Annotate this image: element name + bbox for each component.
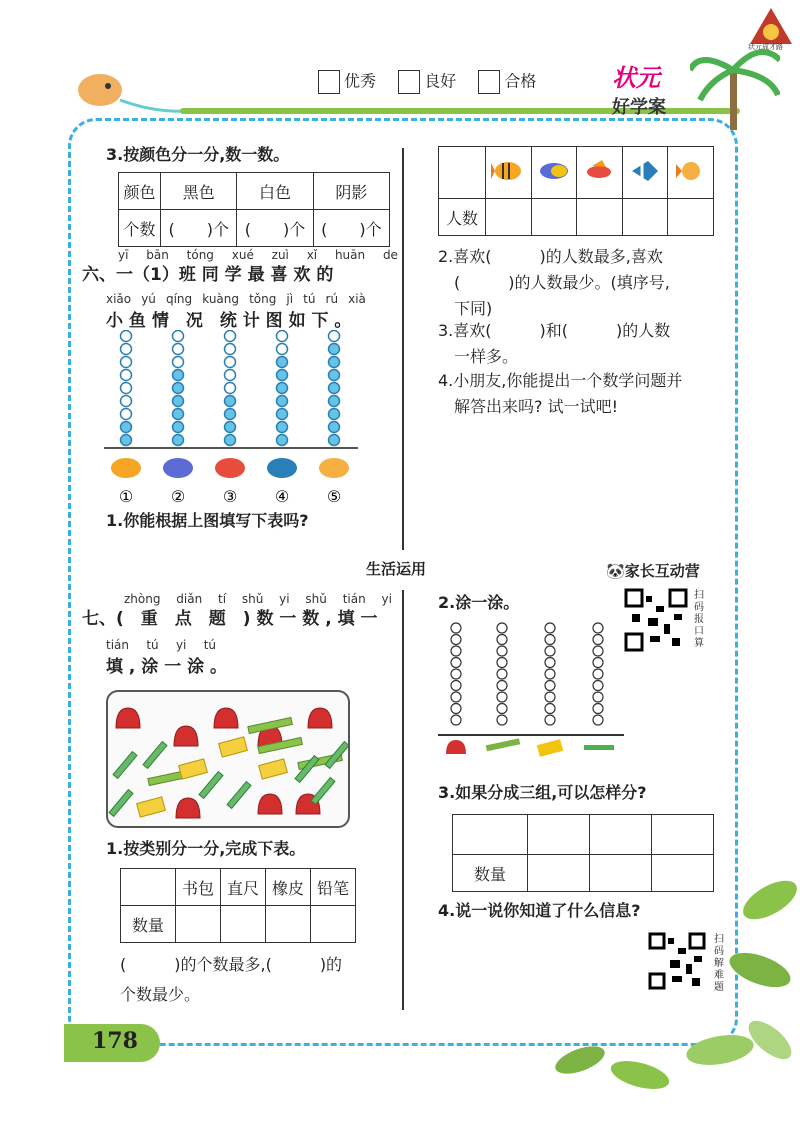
cell: 数量: [121, 906, 176, 943]
panda-icon: 🐼: [606, 562, 625, 580]
chart-circle: [173, 409, 184, 420]
chart-circle: [225, 396, 236, 407]
fish-1-icon: [486, 147, 532, 199]
eraser-icon: [137, 797, 166, 817]
pinyin: tǒng: [249, 292, 277, 306]
pinyin: xué: [231, 248, 254, 262]
brand-subtitle: 好学案: [612, 97, 666, 118]
qr-icon: [624, 588, 688, 652]
cell: [439, 147, 486, 199]
fish-icon: [319, 458, 349, 478]
chart-circle: [173, 331, 184, 342]
coloring-circle[interactable]: [593, 715, 603, 725]
coloring-circle[interactable]: [593, 635, 603, 645]
pencil-icon: [227, 782, 251, 809]
cell-input[interactable]: ( )个: [313, 210, 389, 247]
eraser-icon: [219, 737, 248, 757]
chart-circle: [173, 396, 184, 407]
coloring-circle[interactable]: [451, 681, 461, 691]
coloring-circle[interactable]: [545, 646, 555, 656]
section-6-question-1: 1.你能根据上图填写下表吗?: [106, 511, 309, 530]
chart-circle: [277, 344, 288, 355]
backpack-icon: [176, 798, 200, 818]
chart-circle: [173, 344, 184, 355]
chart-circle: [329, 409, 340, 420]
cell: [121, 869, 176, 906]
right-bottom-question-3: 3.如果分成三组,可以怎样分?: [438, 783, 647, 802]
text-line: 解答出来吗? 试一试吧!: [454, 397, 618, 416]
pinyin: kuàng: [202, 292, 239, 306]
section-title: 生活运用: [366, 560, 427, 578]
chart-circle: [121, 409, 132, 420]
pinyin: zhòng: [124, 592, 161, 606]
coloring-circle[interactable]: [451, 669, 461, 679]
cell-input[interactable]: [176, 906, 221, 943]
coloring-circle[interactable]: [545, 692, 555, 702]
coloring-circle[interactable]: [593, 646, 603, 656]
pinyin: zuì: [271, 248, 289, 262]
backpack-icon: [258, 794, 282, 814]
eraser-icon: [259, 759, 288, 779]
coloring-circle[interactable]: [593, 658, 603, 668]
column-divider-bottom: [402, 590, 404, 1010]
pinyin-line: [124, 592, 392, 606]
text-line: 下同): [454, 299, 493, 318]
chart-circle: [121, 344, 132, 355]
section-7-title: 七、( 重 点 题 ) 数 一 数 , 填 一: [82, 609, 378, 629]
eraser-icon: [179, 759, 208, 779]
coloring-chart: [438, 618, 628, 758]
fish-icon: [215, 458, 245, 478]
cell: 直尺: [221, 869, 266, 906]
parent-label: 家长互动营: [624, 562, 700, 580]
pinyin: tí: [218, 592, 227, 606]
objects-picture: [106, 690, 350, 828]
chart-circle: [225, 435, 236, 446]
chart-circle: [329, 383, 340, 394]
coloring-circle[interactable]: [451, 635, 461, 645]
coloring-circle[interactable]: [497, 646, 507, 656]
pinyin: huān: [334, 248, 366, 262]
fish-5-icon: [668, 147, 714, 199]
pinyin: de: [382, 248, 398, 262]
coloring-circle[interactable]: [545, 623, 555, 633]
cell: 书包: [176, 869, 221, 906]
parent-interaction-label: [606, 560, 700, 582]
chart-category-label: ③: [222, 487, 238, 506]
column-divider-top: [402, 148, 404, 550]
fish-icon: [111, 458, 141, 478]
coloring-circle[interactable]: [545, 658, 555, 668]
pencil-icon: [113, 752, 137, 779]
chart-circle: [173, 422, 184, 433]
chart-circle: [225, 344, 236, 355]
backpack-icon: [446, 740, 466, 754]
pinyin: bān: [146, 248, 169, 262]
cell: 人数: [439, 199, 486, 236]
cell: 橡皮: [266, 869, 311, 906]
pencil-icon: [143, 742, 167, 769]
fish-3-icon: [577, 147, 623, 199]
backpack-icon: [308, 708, 332, 728]
cell-input[interactable]: ( )个: [237, 210, 313, 247]
pinyin: rú: [325, 292, 339, 306]
chart-circle: [121, 331, 132, 342]
cell: 颜色: [119, 173, 161, 210]
grade-boxes: [318, 70, 536, 94]
coloring-circle[interactable]: [593, 704, 603, 714]
cell-input[interactable]: [577, 199, 623, 236]
section-7-fill-line-2: 个数最少。: [120, 985, 201, 1004]
chart-circle: [277, 409, 288, 420]
pinyin: tián: [342, 592, 366, 606]
coloring-circle[interactable]: [497, 692, 507, 702]
chart-circle: [173, 435, 184, 446]
fish-icon: [163, 458, 193, 478]
color-table: [118, 172, 390, 247]
cell-input[interactable]: [266, 906, 311, 943]
chart-circle: [277, 331, 288, 342]
coloring-circle[interactable]: [497, 681, 507, 691]
fish-chart: [100, 330, 370, 510]
pinyin: yī: [118, 248, 129, 262]
pinyin: tú: [146, 638, 159, 652]
pencil-icon: [584, 745, 614, 750]
scan-label-2: 扫码解难题: [714, 934, 724, 993]
chart-circle: [277, 383, 288, 394]
pencil-icon: [109, 790, 133, 817]
pinyin: tú: [303, 292, 316, 306]
pinyin: yú: [141, 292, 156, 306]
cell-input[interactable]: [668, 199, 714, 236]
pinyin: yi: [175, 638, 187, 652]
right-bottom-question-2: 2.涂一涂。: [438, 593, 520, 612]
cell: [453, 815, 528, 855]
section-6-title: 六、一（1）班 同 学 最 喜 欢 的: [82, 265, 334, 285]
chart-circle: [225, 422, 236, 433]
cell: 白色: [237, 173, 313, 210]
chart-circle: [121, 396, 132, 407]
cell-input[interactable]: [531, 199, 577, 236]
pencil-icon: [199, 772, 223, 799]
pencil-icon: [311, 778, 335, 805]
text-line: 一样多。: [454, 347, 519, 366]
cell-input[interactable]: ( )个: [161, 210, 237, 247]
coloring-circle[interactable]: [545, 715, 555, 725]
section-7-fill-line-1: ( )的个数最多,( )的: [120, 955, 343, 974]
chart-circle: [329, 344, 340, 355]
object-count-table: [120, 868, 356, 943]
backpack-icon: [116, 708, 140, 728]
coloring-circle[interactable]: [545, 635, 555, 645]
right-bottom-question-4: 4.说一说你知道了什么信息?: [438, 901, 641, 920]
coloring-circle[interactable]: [451, 623, 461, 633]
cell: 数量: [453, 855, 528, 892]
chart-circle: [121, 422, 132, 433]
coloring-circle[interactable]: [451, 704, 461, 714]
fish-2-icon: [531, 147, 577, 199]
fish-4-icon: [622, 147, 668, 199]
coloring-circle[interactable]: [451, 692, 461, 702]
coloring-circle[interactable]: [593, 669, 603, 679]
pinyin: diǎn: [176, 592, 203, 606]
pencil-icon: [325, 742, 348, 769]
coloring-circle[interactable]: [545, 681, 555, 691]
brand: [612, 58, 666, 119]
chart-circle: [225, 409, 236, 420]
leaves-decoration: [520, 820, 800, 1120]
section-7-question-1: 1.按类别分一分,完成下表。: [106, 839, 306, 858]
coloring-circle[interactable]: [497, 635, 507, 645]
right-question-4: [438, 368, 682, 420]
coloring-circle[interactable]: [593, 692, 603, 702]
coloring-circle[interactable]: [497, 715, 507, 725]
pinyin: xǐ: [306, 248, 318, 262]
cell: 个数: [119, 210, 161, 247]
qr-code-1[interactable]: [624, 588, 688, 652]
pinyin: yi: [381, 592, 392, 606]
grade-good: 良好: [424, 71, 457, 91]
right-question-3: [438, 318, 670, 370]
grade-checkbox-good[interactable]: [398, 70, 420, 94]
cell: 铅笔: [311, 869, 356, 906]
chart-category-label: ②: [170, 487, 186, 506]
corner-label: 状元成才路: [748, 43, 783, 51]
pinyin: shǔ: [241, 592, 264, 606]
section-6-subtitle: 小 鱼 情 况 统 计 图 如 下 。: [106, 311, 352, 331]
text-line: 4.小朋友,你能提出一个数学问题并: [438, 371, 683, 390]
coloring-circle[interactable]: [497, 623, 507, 633]
pinyin: xià: [348, 292, 366, 306]
chart-circle: [329, 331, 340, 342]
coloring-circle[interactable]: [451, 658, 461, 668]
grade-excellent: 优秀: [344, 71, 377, 91]
cell: 黑色: [161, 173, 237, 210]
chart-circle: [329, 422, 340, 433]
section-7-subtitle: 填 , 涂 一 涂 。: [106, 657, 228, 677]
coloring-circle[interactable]: [545, 669, 555, 679]
pinyin: qíng: [165, 292, 193, 306]
ruler-icon: [486, 738, 521, 751]
grade-pass: 合格: [504, 71, 537, 91]
cell-input[interactable]: [221, 906, 266, 943]
cell-input[interactable]: [311, 906, 356, 943]
pinyin: tóng: [186, 248, 214, 262]
text-line: 2.喜欢( )的人数最多,喜欢: [438, 247, 663, 266]
cell: 阴影: [313, 173, 389, 210]
chart-circle: [225, 383, 236, 394]
chart-circle: [173, 357, 184, 368]
text-line: ( )的人数最少。(填序号,: [454, 273, 670, 292]
pinyin-line: [118, 248, 398, 262]
page-number: 178: [92, 1028, 138, 1054]
coloring-circle[interactable]: [593, 681, 603, 691]
brand-title: 状元: [612, 64, 660, 92]
coloring-circle[interactable]: [497, 704, 507, 714]
chart-circle: [121, 383, 132, 394]
chart-circle: [329, 357, 340, 368]
pinyin-line: [106, 292, 366, 306]
coloring-circle[interactable]: [451, 715, 461, 725]
question-3-color: 3.按颜色分一分,数一数。: [106, 145, 290, 164]
chart-circle: [121, 370, 132, 381]
chart-circle: [329, 370, 340, 381]
pencil-icon: [295, 756, 319, 783]
pinyin: yi: [279, 592, 290, 606]
chart-circle: [225, 357, 236, 368]
chart-category-label: ⑤: [326, 487, 342, 506]
chart-category-label: ①: [118, 487, 134, 506]
text-line: 3.喜欢( )和( )的人数: [438, 321, 671, 340]
cell-input[interactable]: [622, 199, 668, 236]
scan-label-1: 扫码报口算: [694, 590, 704, 649]
fish-icon: [267, 458, 297, 478]
coloring-circle[interactable]: [451, 646, 461, 656]
chart-circle: [277, 357, 288, 368]
chart-circle: [225, 370, 236, 381]
chart-category-label: ④: [274, 487, 290, 506]
chart-circle: [173, 370, 184, 381]
pinyin: jì: [286, 292, 294, 306]
backpack-icon: [214, 708, 238, 728]
chart-circle: [329, 435, 340, 446]
pinyin: shǔ: [305, 592, 327, 606]
chart-circle: [277, 422, 288, 433]
coloring-circle[interactable]: [497, 669, 507, 679]
grade-checkbox-pass[interactable]: [478, 70, 500, 94]
header-mascot: [60, 70, 200, 124]
grade-checkbox-excellent[interactable]: [318, 70, 340, 94]
chart-circle: [329, 396, 340, 407]
fish-count-table: [438, 146, 714, 236]
chart-circle: [173, 383, 184, 394]
pinyin: tú: [203, 638, 216, 652]
right-question-2: [438, 244, 670, 322]
pinyin: tián: [106, 638, 129, 652]
chart-circle: [277, 370, 288, 381]
eraser-icon: [537, 739, 563, 757]
objects-illustration: [108, 692, 348, 826]
pinyin: xiǎo: [106, 292, 132, 306]
coloring-circle[interactable]: [593, 623, 603, 633]
coloring-circle[interactable]: [497, 658, 507, 668]
chart-circle: [277, 396, 288, 407]
pinyin-line: [106, 638, 216, 652]
chart-circle: [121, 435, 132, 446]
chart-circle: [225, 331, 236, 342]
coloring-circle[interactable]: [545, 704, 555, 714]
backpack-icon: [174, 726, 198, 746]
cell-input[interactable]: [486, 199, 532, 236]
chart-circle: [277, 435, 288, 446]
chart-circle: [121, 357, 132, 368]
